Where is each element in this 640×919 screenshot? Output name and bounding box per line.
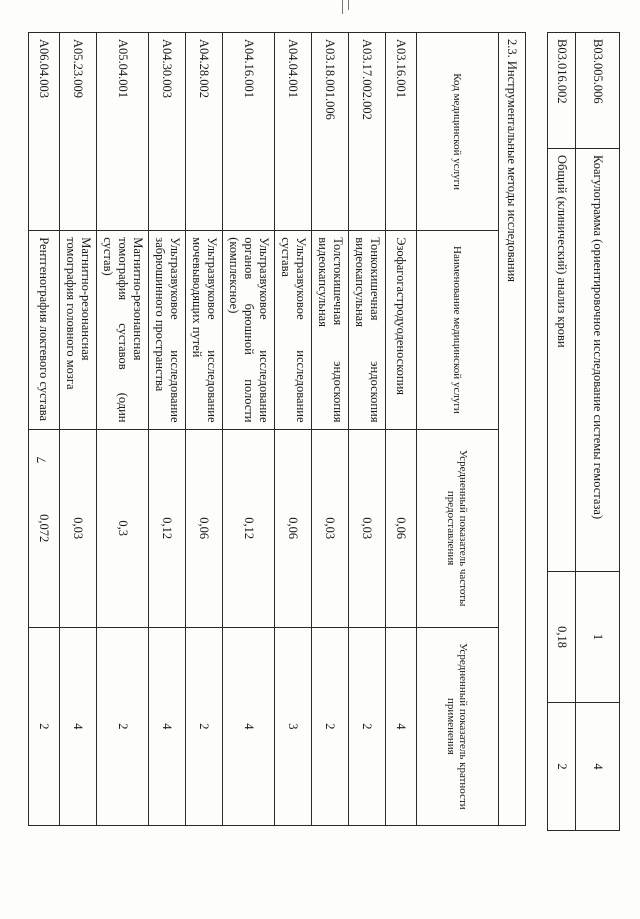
header-row	[417, 33, 499, 826]
table-row	[548, 33, 576, 831]
multiplicity-value: 4	[60, 627, 97, 825]
multiplicity-value: 2	[29, 627, 60, 825]
service-name: Тонкокишечная эндоскопия видеокапсульная	[349, 231, 386, 429]
table-row	[386, 33, 417, 826]
frequency-value: 0,03	[349, 429, 386, 627]
table-row	[97, 33, 149, 826]
table-row	[275, 33, 312, 826]
table-row	[29, 33, 60, 826]
service-name: Общий (клинический) анализ крови	[548, 149, 576, 572]
frequency-value: 0,06	[186, 429, 223, 627]
header-name: Наименование медицинской услуги	[417, 231, 499, 429]
section-title-row	[499, 33, 526, 826]
table-row	[349, 33, 386, 826]
service-code: A05.23.009	[60, 33, 97, 231]
service-code: A04.30.003	[149, 33, 186, 231]
service-code: A03.16.001	[386, 33, 417, 231]
table-row	[576, 33, 620, 831]
multiplicity-value: 2	[186, 627, 223, 825]
service-name: Коагулограмма (ориентировочное исследование системы гемостаза)	[576, 149, 620, 572]
multiplicity-value: 4	[576, 703, 620, 831]
rotated-page-content	[37, 20, 620, 860]
fold-mark	[348, 0, 349, 10]
frequency-value: 0,12	[223, 429, 275, 627]
header-frequency: Усредненный показатель частоты предоставления	[417, 429, 499, 627]
multiplicity-value: 4	[149, 627, 186, 825]
service-name: Рентгенография локтевого сустава	[29, 231, 60, 429]
service-code: A05.04.001	[97, 33, 149, 231]
top-table	[547, 32, 620, 831]
page-number: 7	[33, 456, 49, 464]
service-code: A04.16.001	[223, 33, 275, 231]
service-code: A03.17.002.002	[349, 33, 386, 231]
service-name: Толстокишечная эндоскопия видеокапсульная	[312, 231, 349, 429]
instrumental-methods-table	[28, 32, 526, 826]
service-name: Ультразвуковое исследование забрюшинного пространства	[149, 231, 186, 429]
multiplicity-value: 4	[223, 627, 275, 825]
service-name: Эзофагогастродуоденоскопия	[386, 231, 417, 429]
service-name: Ультразвуковое исследование органов брюшной полости (комплексное)	[223, 231, 275, 429]
table-row	[223, 33, 275, 826]
service-name: Ультразвуковое исследование мочевыводящих путей	[186, 231, 223, 429]
frequency-value: 0,06	[275, 429, 312, 627]
multiplicity-value: 2	[548, 703, 576, 831]
header-multiplicity: Усредненный показатель кратности применения	[417, 627, 499, 825]
frequency-value: 0,072	[29, 429, 60, 627]
service-code: B03.016.002	[548, 33, 576, 149]
service-code: B03.005.006	[576, 33, 620, 149]
service-code: A06.04.003	[29, 33, 60, 231]
multiplicity-value: 2	[312, 627, 349, 825]
frequency-value: 0,12	[149, 429, 186, 627]
multiplicity-value: 2	[349, 627, 386, 825]
multiplicity-value: 3	[275, 627, 312, 825]
frequency-value: 1	[576, 572, 620, 703]
service-code: A03.18.001.006	[312, 33, 349, 231]
fold-mark	[342, 0, 343, 14]
frequency-value: 0,03	[312, 429, 349, 627]
service-name: Магнитно-резонансная томография головного мозга	[60, 231, 97, 429]
service-name: Магнитно-резонансная томография суставов (один сустав)	[97, 231, 149, 429]
header-code: Код медицинской услуги	[417, 33, 499, 231]
table-row	[186, 33, 223, 826]
section-title: 2.3. Инструментальные методы исследования	[499, 33, 526, 628]
service-code: A04.04.001	[275, 33, 312, 231]
frequency-value: 0,18	[548, 572, 576, 703]
multiplicity-value: 4	[386, 627, 417, 825]
frequency-value: 0,3	[97, 429, 149, 627]
table-row	[149, 33, 186, 826]
frequency-value: 0,03	[60, 429, 97, 627]
table-row	[312, 33, 349, 826]
multiplicity-value: 2	[97, 627, 149, 825]
service-name: Ультразвуковое исследование сустава	[275, 231, 312, 429]
service-code: A04.28.002	[186, 33, 223, 231]
frequency-value: 0,06	[386, 429, 417, 627]
section-title-blank	[499, 627, 526, 825]
table-row	[60, 33, 97, 826]
